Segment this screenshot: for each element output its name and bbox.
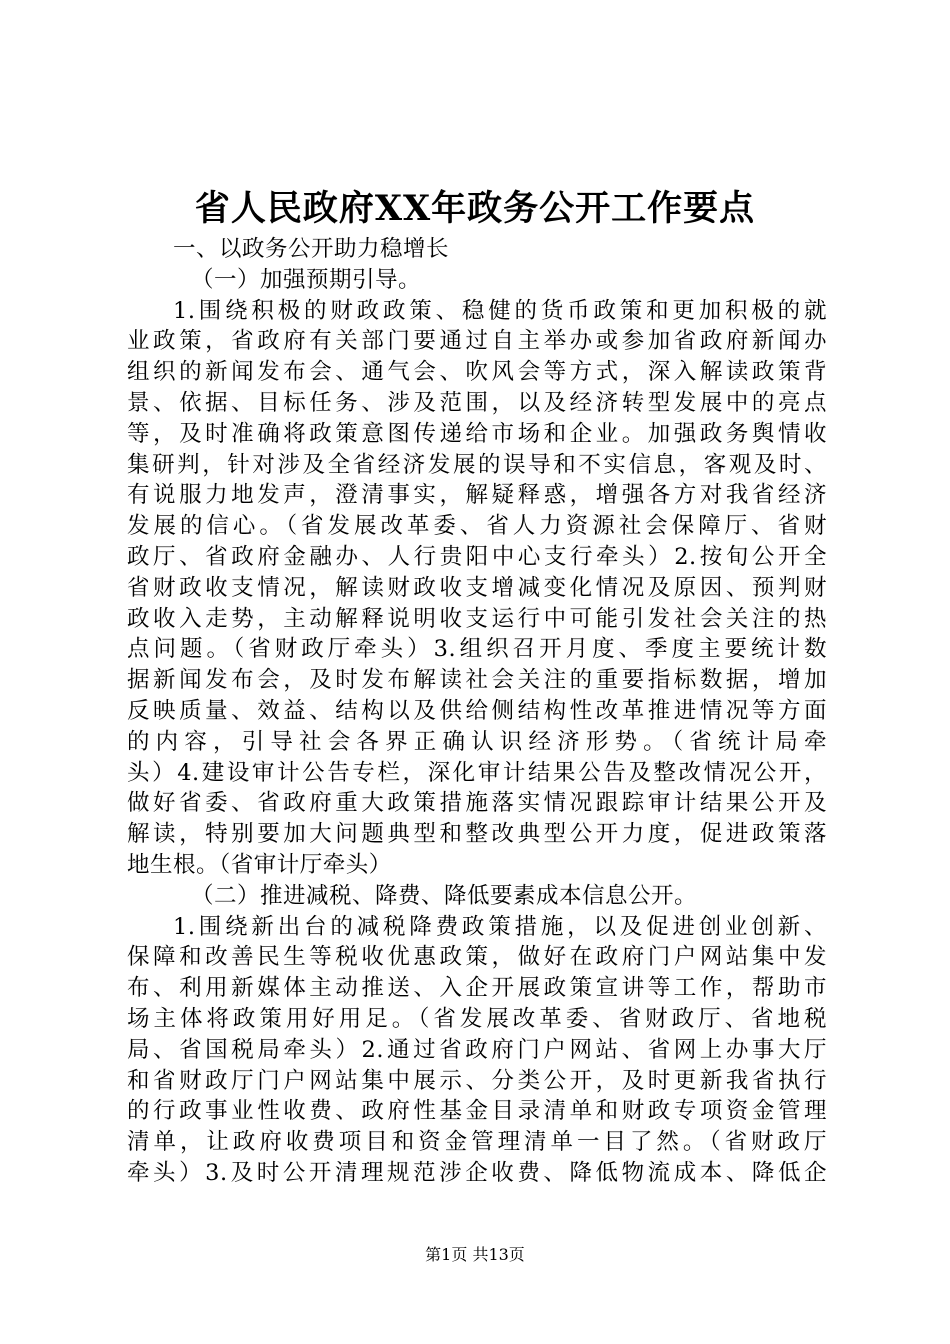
subsection-heading: （一）加强预期引导。 <box>191 266 422 293</box>
paragraph-line: 省财政收支情况，解读财政收支增减变化情况及原因、预判财 <box>127 574 827 601</box>
paragraph-line: 布、利用新媒体主动推送、入企开展政策宣讲等工作，帮助市 <box>127 975 827 1002</box>
paragraph-line: 保障和改善民生等税收优惠政策，做好在政府门户网站集中发 <box>127 944 827 971</box>
paragraph-line: 政厅、省政府金融办、人行贵阳中心支行牵头）2.按旬公开全 <box>127 543 827 570</box>
paragraph-line: 做好省委、省政府重大政策措施落实情况跟踪审计结果公开及 <box>127 790 827 817</box>
subsection-heading: （二）推进减税、降费、降低要素成本信息公开。 <box>191 882 698 909</box>
paragraph-line: 场主体将政策用好用足。（省发展改革委、省财政厅、省地税 <box>127 1005 827 1032</box>
paragraph-line: 发展的信心。（省发展改革委、省人力资源社会保障厅、省财 <box>127 513 827 540</box>
paragraph-line: 局、省国税局牵头）2.通过省政府门户网站、省网上办事大厅 <box>127 1036 827 1063</box>
paragraph-line: 牵头）3.及时公开清理规范涉企收费、降低物流成本、降低企 <box>127 1159 827 1186</box>
paragraph-line: 的内容，引导社会各界正确认识经济形势。（省统计局牵 <box>127 728 827 755</box>
paragraph-line: 政收入走势，主动解释说明收支运行中可能引发社会关注的热 <box>127 605 827 632</box>
paragraph-line: 组织的新闻发布会、通气会、吹风会等方式，深入解读政策背 <box>127 359 827 386</box>
paragraph-line: 业政策，省政府有关部门要通过自主举办或参加省政府新闻办 <box>127 328 827 355</box>
paragraph-line: 景、依据、目标任务、涉及范围，以及经济转型发展中的亮点 <box>127 389 827 416</box>
document-title: 省人民政府XX年政务公开工作要点 <box>194 188 756 229</box>
paragraph-line: 有说服力地发声，澄清事实，解疑释惑，增强各方对我省经济 <box>127 482 827 509</box>
paragraph-line: 的行政事业性收费、政府性基金目录清单和财政专项资金管理 <box>127 1098 827 1125</box>
paragraph-line: 解读，特别要加大问题典型和整改典型公开力度，促进政策落 <box>127 821 827 848</box>
paragraph-line: 点问题。（省财政厅牵头）3.组织召开月度、季度主要统计数 <box>127 636 827 663</box>
section-heading: 一、以政务公开助力稳增长 <box>173 236 450 262</box>
paragraph-line: 反映质量、效益、结构以及供给侧结构性改革推进情况等方面 <box>127 697 827 724</box>
paragraph-line: 头）4.建设审计公告专栏，深化审计结果公告及整改情况公开， <box>127 759 827 786</box>
paragraph-line: 清单，让政府收费项目和资金管理清单一目了然。（省财政厅 <box>127 1129 827 1156</box>
paragraph-line: 据新闻发布会，及时发布解读社会关注的重要指标数据，增加 <box>127 667 827 694</box>
paragraph-line: 集研判，针对涉及全省经济发展的误导和不实信息，客观及时、 <box>127 451 827 478</box>
paragraph-line: 1.围绕新出台的减税降费政策措施，以及促进创业创新、 <box>173 913 827 940</box>
paragraph-line: 地生根。（省审计厅牵头） <box>127 851 392 878</box>
paragraph-line: 1.围绕积极的财政政策、稳健的货币政策和更加积极的就 <box>173 297 827 324</box>
document-body <box>127 234 827 1189</box>
page-number-footer: 第1页 共13页 <box>425 1245 525 1264</box>
paragraph-line: 等，及时准确将政策意图传递给市场和企业。加强政务舆情收 <box>127 420 827 447</box>
paragraph-line: 和省财政厅门户网站集中展示、分类公开，及时更新我省执行 <box>127 1067 827 1094</box>
